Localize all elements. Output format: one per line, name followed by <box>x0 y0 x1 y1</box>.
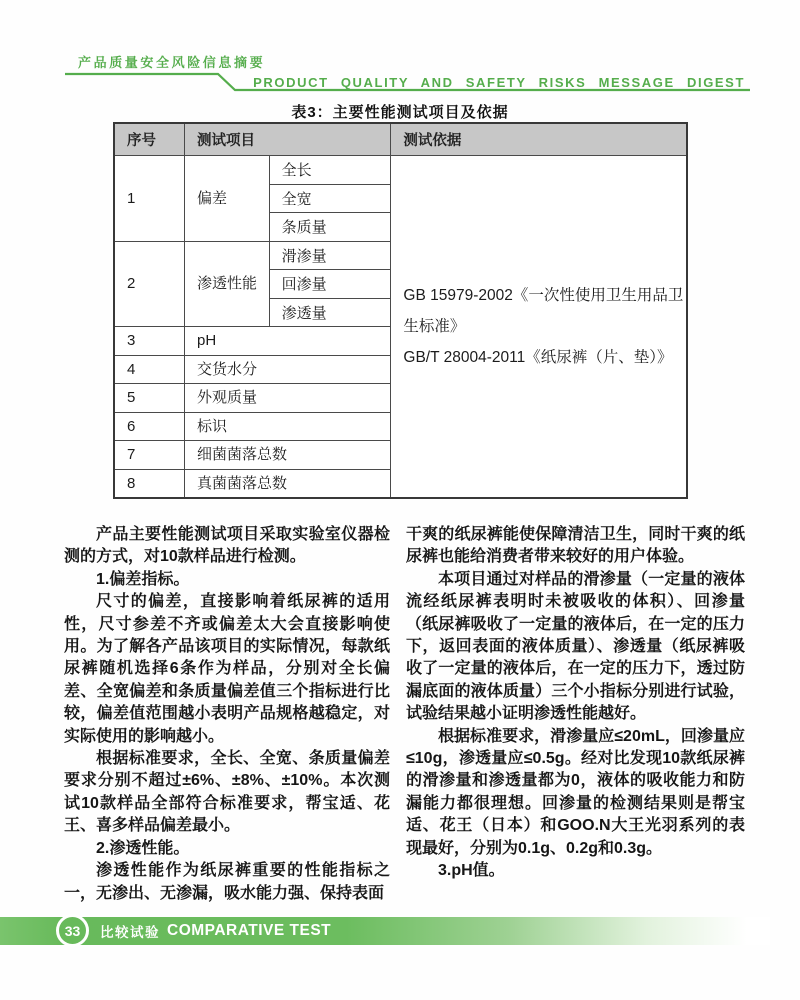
sub-item: 条质量 <box>269 213 391 242</box>
paragraph: 尺寸的偏差，直接影响着纸尿裤的适用性，尺寸参差不齐或偏差太大会直接影响使用。为了解各产品该项目的实际情况，每款纸尿裤随机选择6条作为样品，分别对全长偏差、全宽偏差和条质量偏差值三个指标进行比较，偏差值范围越小表明产品规格越稳定，对实际使用的影响越小。 <box>64 593 390 745</box>
row-seq: 6 <box>114 412 184 441</box>
sub-item: 滑渗量 <box>269 241 391 270</box>
section-heading: 1.偏差指标。 <box>96 570 190 588</box>
sub-item: 全宽 <box>269 184 391 213</box>
page-header-cn-title: 产品质量安全风险信息摘要 <box>78 55 266 70</box>
page-header-en-title: PRODUCT QUALITY AND SAFETY RISKS MESSAGE DIGEST <box>253 75 745 90</box>
row-seq: 7 <box>114 441 184 470</box>
basis-standard: GB 15979-2002《一次性使用卫生用品卫生标准》 <box>403 287 684 335</box>
col-header-basis: 测试依据 <box>391 123 687 156</box>
row-seq: 4 <box>114 355 184 384</box>
row-seq: 5 <box>114 384 184 413</box>
row-item: pH <box>184 327 390 356</box>
sub-item: 回渗量 <box>269 270 391 299</box>
sub-item: 渗透量 <box>269 298 391 327</box>
sub-item: 全长 <box>269 156 391 185</box>
section-heading: 3.pH值。 <box>438 862 505 880</box>
paragraph: 产品主要性能测试项目采取实验室仪器检测的方式，对10款样品进行检测。 <box>64 526 390 566</box>
table-row <box>114 156 687 185</box>
row-item: 交货水分 <box>184 355 390 384</box>
paragraph: 根据标准要求，滑渗量应≤20mL，回渗量应≤10g，渗透量应≤0.5g。经对比发现10款纸尿裤的滑渗量和渗透量都为0，液体的吸收能力和防漏能力都很理想。回渗量的检测结果则是帮宝适、花王（日本）和GOO.N大王光羽系列的表现最好，分别为0.1g、0.2g和0.3g。 <box>406 727 745 857</box>
test-items-table <box>113 122 688 499</box>
paragraph: 本项目通过对样品的滑渗量（一定量的液体流经纸尿裤表明时未被吸收的体积）、回渗量（纸尿裤吸收了一定量的液体后，在一定的压力下，返回表面的液体质量）、渗透量（纸尿裤吸收了一定量的液体后，在一定的压力下，透过防漏底面的液体质量）三个小指标分别进行试验，试验结果越小证明渗透性能越好。 <box>406 570 745 723</box>
basis-standard: GB/T 28004-2011《纸尿裤（片、垫）》 <box>403 349 673 366</box>
table-header-row <box>114 123 687 156</box>
row-item: 真菌菌落总数 <box>184 469 390 498</box>
footer-cn-label: 比较试验 <box>100 925 160 940</box>
page-number-badge: 33 <box>56 914 89 947</box>
footer-en-label: COMPARATIVE TEST <box>167 922 332 939</box>
group-name: 渗透性能 <box>184 241 269 327</box>
paragraph: 根据标准要求，全长、全宽、条质量偏差要求分别不超过±6%、±8%、±10%。本次测试10款样品全部符合标准要求，帮宝适、花王、喜多样品偏差最小。 <box>64 750 390 835</box>
body-text-columns <box>64 524 745 905</box>
body-column-right <box>406 524 745 905</box>
row-item: 外观质量 <box>184 384 390 413</box>
group-name: 偏差 <box>184 156 269 242</box>
row-item: 细菌菌落总数 <box>184 441 390 470</box>
row-seq: 2 <box>114 241 184 327</box>
table-caption: 表3：主要性能测试项目及依据 <box>291 104 509 121</box>
footer-text <box>100 921 331 941</box>
row-seq: 8 <box>114 469 184 498</box>
paragraph: 干爽的纸尿裤能使保障清洁卫生，同时干爽的纸尿裤也能给消费者带来较好的用户体验。 <box>406 526 745 566</box>
row-seq: 1 <box>114 156 184 242</box>
col-header-item: 测试项目 <box>184 123 390 156</box>
row-item: 标识 <box>184 412 390 441</box>
row-seq: 3 <box>114 327 184 356</box>
body-column-left <box>64 524 390 905</box>
section-heading: 2.渗透性能。 <box>96 839 190 857</box>
basis-cell <box>391 156 687 499</box>
paragraph: 渗透性能作为纸尿裤重要的性能指标之一，无渗出、无渗漏，吸水能力强、保持表面 <box>64 862 390 902</box>
col-header-seq: 序号 <box>114 123 184 156</box>
